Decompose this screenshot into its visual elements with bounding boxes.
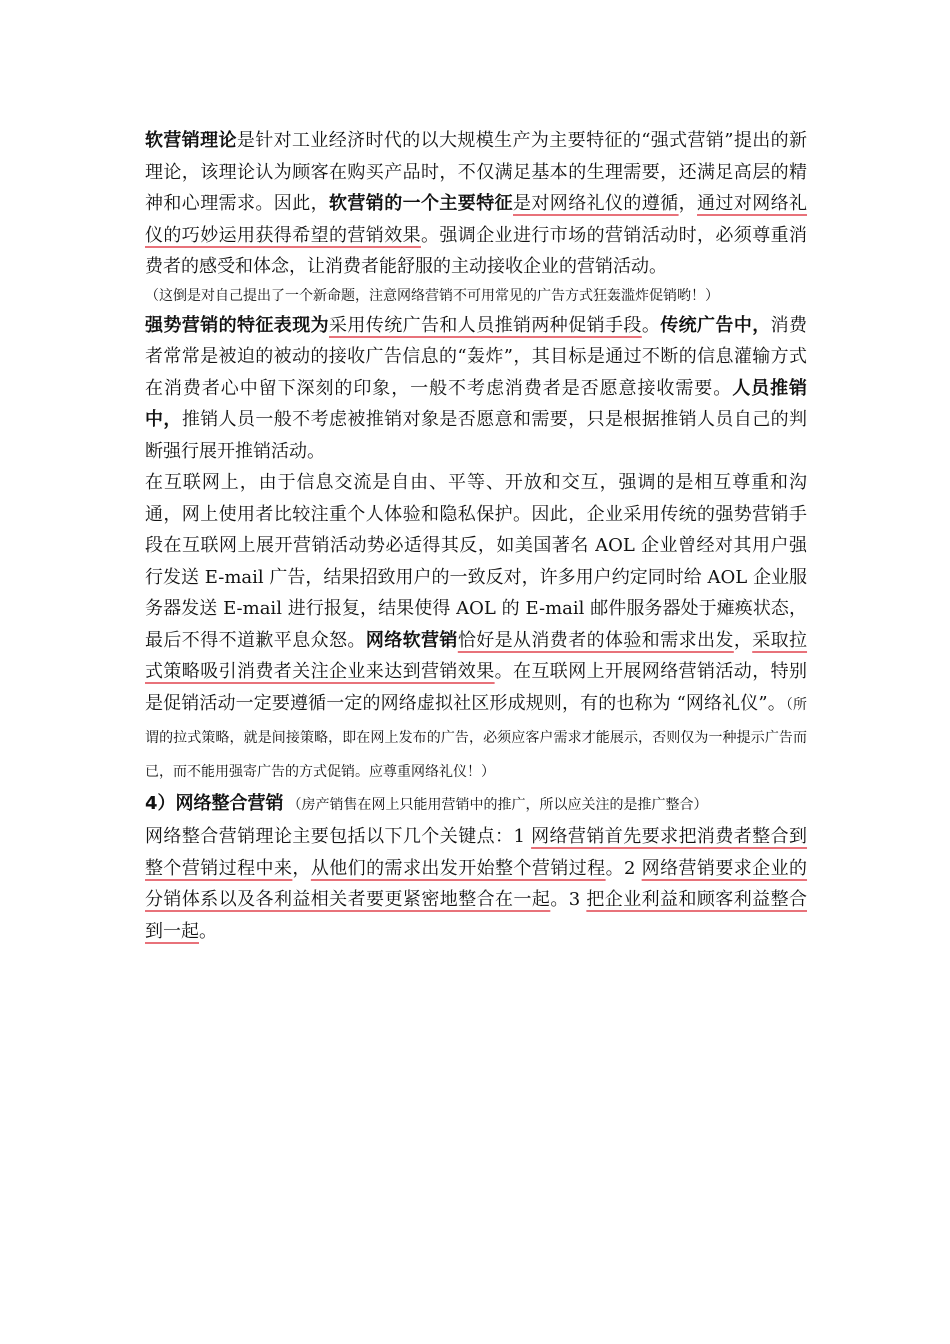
text: 。2 [605,857,642,879]
section-heading-integrated-marketing [145,788,807,821]
underlined-text: 通过对网络礼仪的巧妙运用获得希望的营销效果 [145,193,808,246]
term-personal-selling: 人员推销中， [145,377,808,430]
text: 消费者常常是被迫的被动的接收广告信息的“轰炸”，其目标是通过不断的信息灌输方式在消费者心中留下深刻的印象，一般不考虑消费者是否愿意接收需要。 [145,314,808,399]
term-soft-marketing-feature: 软营销的一个主要特征 [329,193,513,214]
underlined-text: 从他们的需求出发开始整个营销过程 [310,857,606,879]
text: 。 [199,920,217,942]
paragraph-strong-marketing [145,310,807,468]
paragraph-soft-marketing-theory [145,125,807,283]
text: 。3 [550,889,587,910]
underlined-text: 采取拉式策略吸引消费者关注企业来达到营销效果 [145,629,808,682]
paragraph-internet-marketing [145,467,807,788]
text: ， [733,629,753,651]
term-strong-marketing: 强势营销的特征表现为 [145,314,329,336]
text: 推销人员一般不考虑被推销对象是否愿意和需要，只是根据推销人员自己的判断强行展开推销活动。 [145,409,808,462]
term-network-soft-marketing: 网络软营销 [365,629,458,651]
text: 。 [641,314,661,336]
text: ， [292,857,311,879]
underlined-text: 采用传统广告和人员推销两种促销手段 [329,314,642,336]
underlined-text: 恰好是从消费者的体验和需求出发 [457,629,734,651]
paragraph-integrated-marketing [145,821,807,947]
term-soft-marketing-theory: 软营销理论 [145,130,237,151]
document-page [145,125,807,947]
heading-title: 4）网络整合营销 [145,793,284,814]
term-traditional-ads: 传统广告中， [660,314,771,336]
text: ， [678,193,698,214]
underlined-text: 网络营销要求企业的分销体系以及各利益相关者要更紧密地整合在一起 [145,857,808,910]
underlined-text: 网络营销首先要求把消费者整合到整个营销过程中来 [145,826,808,879]
heading-note: （房产销售在网上只能用营销中的推广，所以应关注的是推广整合） [287,797,708,813]
text: 是针对工业经济时代的以大规模生产为主要特征的“强式营销”提出的新理论，该理论认为顾客在购买产品时，不仅满足基本的生理需要，还满足高层的精神和心理需求。因此， [145,130,807,214]
underlined-text: 把企业利益和顾客利益整合到一起 [145,889,807,942]
note-comment-2: （所谓的拉式策略，就是间接策略，即在网上发布的广告，必须应客户需求才能展示，否则仅为一种提示广告而已，而不能用强寄广告的方式促销。应尊重网络礼仪！） [145,696,808,780]
text: 网络整合营销理论主要包括以下几个关键点：1 [145,826,532,847]
underlined-text: 是对网络礼仪的遵循 [513,193,679,214]
text: 。在互联网上开展网络营销活动，特别是促销活动一定要遵循一定的网络虚拟社区形成规则，有的也称为 “网络礼仪”。 [145,661,808,714]
note-comment-1: （这倒是对自己提出了一个新命题，注意网络营销不可用常见的广告方式狂轰滥炸促销哟！） [145,287,719,304]
text: 在互联网上，由于信息交流是自由、平等、开放和交互，强调的是相互尊重和沟通，网上使用者比较注重个人体验和隐私保护。因此，企业采用传统的强势营销手段在互联网上展开营销活动势必适得其反，如美国著名 AOL 企业曾经对其用户强行发送 E-mail 广告，结果招致用户的一致反对，许多用户约定同时给 AOL 企业服务器发送 E-mail 进行报复，结果使得 AOL 的 E-mail 邮件服务器处于瘫痪状态，最后不得不道歉平息众怒。 [145,472,807,651]
text: 。强调企业进行市场的营销活动时，必须尊重消费者的感受和体念，让消费者能舒服的主动接收企业的营销活动。 [145,224,807,277]
